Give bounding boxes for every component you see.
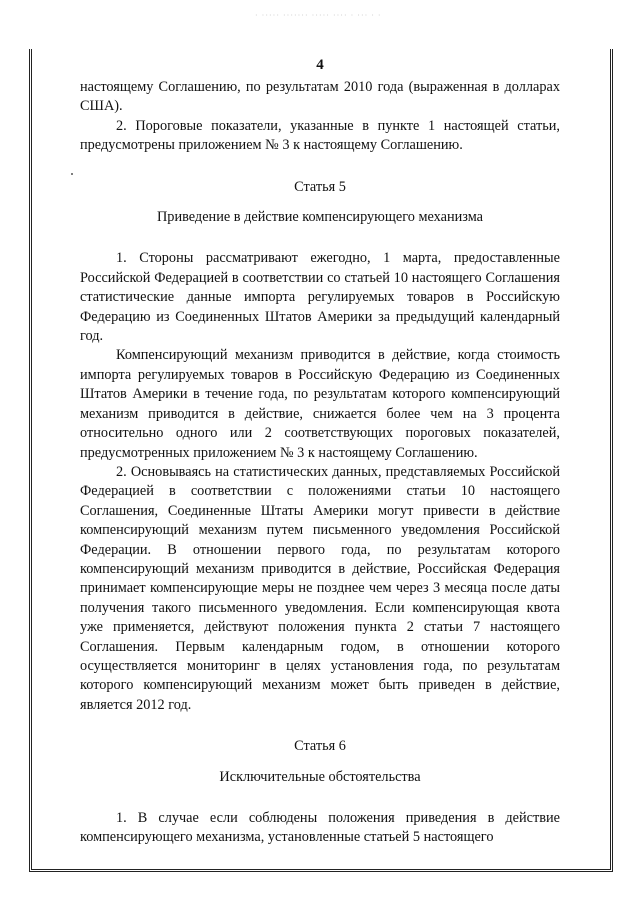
paragraph-mechanism-trigger: Компенсирующий механизм приводится в действие, когда стоимость импорта регулируемых товаров в Российскую Федерацию из Соединенных Штатов Америки в течение года, по результатам которого компенсирующий механизм приводится в действие, снижается более чем на 3 процента относительно одного или 2 соответствующих пороговых показателей, предусмотренных приложением № 3 к настоящему Соглашению. [80,347,560,461]
scan-speck [71,173,73,175]
article-5-subtitle: Приведение в действие компенсирующего механизма [156,209,483,226]
article-6-title: Статья 6 [294,738,346,755]
article-6-subtitle: Исключительные обстоятельства [219,768,421,785]
document-body [80,78,560,848]
paragraph-annual-review: 1. Стороны рассматривают ежегодно, 1 марта, предоставленные Российской Федерацией в соответствии со статьей 10 настоящего Соглашения статистические данные импорта регулируемых товаров в Российскую Федерацию из Соединенных Штатов Америки за предыдущий календарный год. [80,250,560,345]
paragraph-thresholds: 2. Пороговые показатели, указанные в пункте 1 настоящей статьи, предусмотрены приложением № 3 к настоящему Соглашению. [80,117,560,154]
faint-header-text: · ····· ······· ····· ···· · ··· · · [255,11,382,20]
page-number: 4 [316,57,324,73]
paragraph-exceptional: 1. В случае если соблюдены положения приведения в действие компенсирующего механизма, установленные статьей 5 настоящего [80,810,560,846]
paragraph-continued: настоящему Соглашению, по результатам 2010 года (выраженная в долларах США). [80,79,560,115]
paragraph-statistics-notice: 2. Основываясь на статистических данных, представляемых Российской Федерацией в соответствии с положениями статьи 10 настоящего Соглашения, Соединенные Штаты Америки могут привести в действие компенсирующий механизм путем письменного уведомления Российской Федерации. В отношении первого года, по результатам которого компенсирующий механизм приводится в действие, Российская Федерация принимает компенсирующие меры не позднее чем через 3 месяца после даты получения такого письменного уведомления. Если компенсирующая квота уже применяется, действуют положения пункта 2 статьи 7 настоящего Соглашения. Первым календарным годом, в отношении которого осуществляется мониторинг в целях установления года, по результатам которого компенсирующий механизм может быть приведен в действие, является 2012 год. [80,463,560,713]
article-5-title: Статья 5 [294,178,346,195]
